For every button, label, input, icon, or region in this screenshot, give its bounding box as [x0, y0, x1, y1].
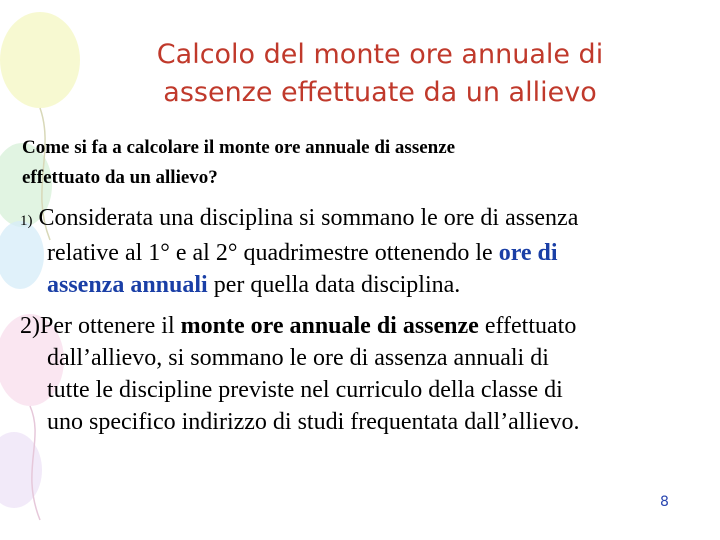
question-text — [22, 133, 702, 193]
slide-title — [80, 36, 680, 112]
point-1-number: 1) — [20, 213, 33, 229]
point-2-highlight: monte ore annuale di assenze — [180, 313, 479, 339]
question-line-2: effettuato da un allievo? — [22, 167, 218, 188]
point-1-text-3: per quella data disciplina. — [207, 272, 461, 298]
point-1-line-1 — [20, 202, 700, 237]
point-2-line-4: uno specifico indirizzo di studi frequentata dall’allievo. — [47, 409, 580, 435]
point-1-line-2 — [20, 237, 700, 269]
balloon-yellow — [0, 12, 80, 108]
point-2-text-1: 2)Per ottenere il — [20, 313, 181, 339]
point-1-highlight-1: ore di — [498, 240, 558, 266]
point-2 — [20, 310, 700, 438]
page-number: 8 — [660, 494, 669, 510]
point-2-line-1 — [20, 310, 700, 342]
point-2-line-3: tutte le discipline previste nel curriculo della classe di — [47, 377, 563, 403]
point-1-text-2: relative al 1° e al 2° quadrimestre ottenendo le — [47, 240, 499, 266]
balloon-lilac — [0, 432, 42, 508]
point-1 — [20, 202, 700, 301]
point-1-highlight-2: assenza annuali — [47, 272, 208, 298]
point-1-text-1: Considerata una disciplina si sommano le ore di assenza — [38, 205, 579, 231]
point-2-line-2: dall’allievo, si sommano le ore di assenza annuali di — [47, 345, 549, 371]
point-2-text-1b: effettuato — [478, 313, 577, 339]
title-line-1: Calcolo del monte ore annuale di — [156, 39, 604, 70]
title-line-2: assenze effettuate da un allievo — [163, 77, 597, 108]
question-line-1: Come si fa a calcolare il monte ore annuale di assenze — [22, 137, 456, 158]
point-1-line-3 — [20, 269, 700, 301]
